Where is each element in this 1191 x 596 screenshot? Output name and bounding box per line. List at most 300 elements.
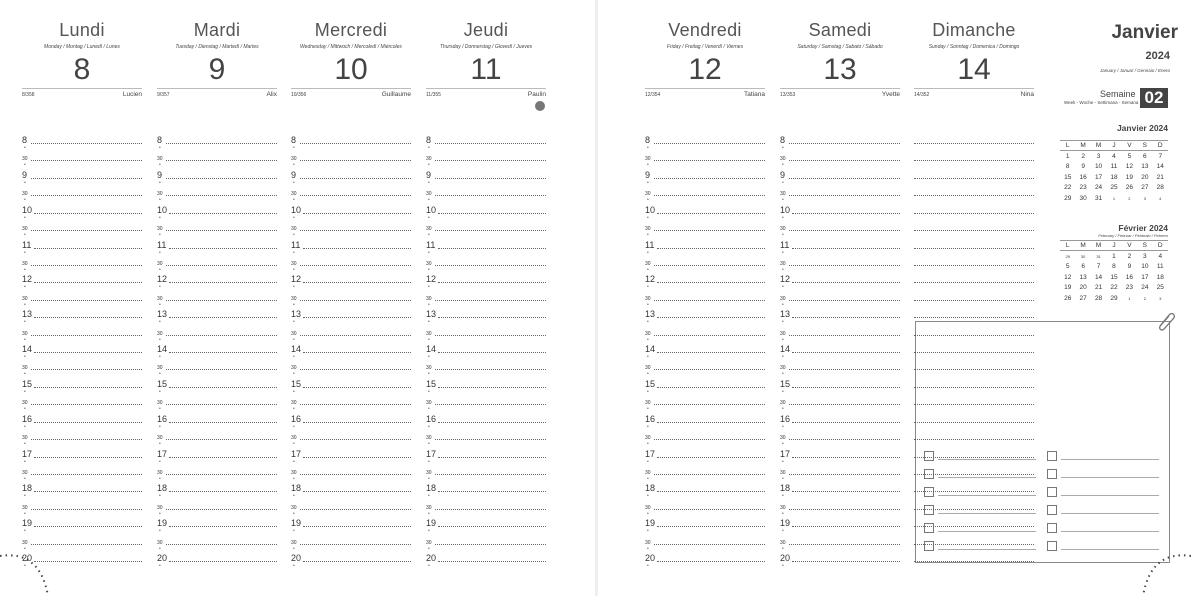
half-hour-row[interactable] [291,220,411,239]
writing-line [654,195,765,196]
hour-row[interactable] [645,516,765,535]
hour-row[interactable] [157,133,277,151]
calendar-day[interactable]: 2 [1127,252,1132,260]
half-hour-row[interactable] [291,464,411,482]
hour-row[interactable] [157,238,277,256]
calendar-day[interactable]: 25 [1110,184,1118,192]
calendar-day[interactable]: 17 [1141,273,1149,281]
half-hour-row[interactable] [22,185,142,204]
half-hour-row[interactable] [780,255,900,273]
hour-row[interactable] [645,203,765,221]
hour-row[interactable] [645,238,765,256]
calendar-day[interactable]: 29 [1110,294,1118,302]
hour-row[interactable] [22,342,142,361]
hour-row[interactable] [645,133,765,151]
hour-row[interactable] [22,412,142,430]
hour-row[interactable] [426,481,546,500]
hour-row[interactable] [157,203,277,221]
hour-row[interactable] [291,272,411,291]
calendar-day[interactable]: 5 [1065,263,1070,271]
half-hour-row[interactable] [914,220,1034,232]
calendar-day[interactable]: 11 [1156,263,1164,271]
calendar-day[interactable]: 15 [1064,173,1072,181]
hour-label: 14 [291,344,302,355]
calendar-day[interactable]: 24 [1094,184,1103,192]
hour-row[interactable] [426,551,546,570]
hour-row[interactable] [426,133,546,151]
checkbox[interactable] [1047,523,1057,533]
half-hour-row[interactable] [157,359,277,378]
hour-row[interactable] [291,447,411,465]
half-hour-row[interactable] [914,394,1034,406]
half-hour-row[interactable] [157,220,277,239]
writing-line [34,491,142,492]
hour-row[interactable] [914,238,1034,250]
half-hour-row[interactable] [157,394,277,413]
half-hour-label: 30 [22,156,28,163]
hour-row[interactable] [914,516,1034,528]
calendar-day[interactable]: 25 [1156,284,1164,292]
hour-row[interactable] [914,168,1034,180]
half-hour-row[interactable] [157,325,277,343]
checkbox-line[interactable] [1061,459,1159,460]
calendar-day[interactable]: 1 [1128,295,1131,301]
half-hour-row[interactable] [22,394,142,413]
hour-row[interactable] [780,203,900,221]
writing-line [914,335,1034,336]
half-hour-row[interactable] [780,290,900,308]
half-hour-row[interactable] [780,464,900,482]
calendar-day[interactable]: 17 [1094,173,1103,181]
hour-row[interactable] [426,168,546,186]
hour-row[interactable] [780,238,900,256]
half-hour-row[interactable] [914,499,1034,511]
calendar-day[interactable]: 20 [1141,173,1149,181]
calendar-day[interactable]: 24 [1141,284,1149,292]
half-hour-row[interactable] [780,429,900,448]
hour-row[interactable] [157,342,277,361]
half-hour-row[interactable] [22,325,142,343]
hour-row[interactable] [645,168,765,186]
hour-row[interactable] [426,342,546,361]
hour-row[interactable] [157,168,277,186]
hour-row[interactable] [914,551,1034,563]
calendar-day[interactable]: 1 [1112,252,1116,260]
hour-row[interactable] [291,551,411,570]
calendar-day[interactable]: 9 [1081,163,1085,171]
hour-row[interactable] [780,133,900,151]
half-hour-row[interactable] [426,220,546,239]
hour-row[interactable] [22,272,142,291]
quarter-mark: • [159,563,161,570]
half-hour-row[interactable] [645,394,765,413]
calendar-day[interactable]: 6 [1081,263,1085,271]
half-hour-row[interactable] [645,534,765,552]
hour-row[interactable] [914,377,1034,389]
half-hour-row[interactable] [645,150,765,169]
hour-row[interactable] [780,307,900,326]
calendar-day[interactable]: 14 [1156,163,1164,171]
calendar-day[interactable]: 3 [1143,195,1146,201]
half-hour-row[interactable] [645,290,765,308]
hour-row[interactable] [645,412,765,430]
calendar-day[interactable]: 2 [1143,295,1146,301]
checkbox-line[interactable] [938,495,1036,496]
checkbox-line[interactable] [938,477,1036,478]
half-hour-row[interactable] [645,325,765,343]
calendar-day[interactable]: 18 [1110,173,1118,181]
hour-row[interactable] [157,412,277,430]
hour-row[interactable] [780,447,900,465]
hour-row[interactable] [291,307,411,326]
half-hour-row[interactable] [22,359,142,378]
half-hour-row[interactable] [914,464,1034,476]
checkbox[interactable] [1047,541,1057,551]
hour-row[interactable] [426,238,546,256]
half-hour-row[interactable] [426,290,546,308]
hour-row[interactable] [645,551,765,570]
half-hour-row[interactable] [291,150,411,169]
saint-name: Lucien [122,91,142,98]
half-hour-row[interactable] [426,499,546,517]
calendar-day[interactable]: 21 [1156,173,1164,181]
quarter-mark: • [24,441,26,448]
hour-row[interactable] [645,272,765,291]
half-hour-row[interactable] [157,290,277,308]
hour-row[interactable] [291,133,411,151]
writing-line [34,422,142,423]
half-hour-row[interactable] [914,534,1034,546]
half-hour-row[interactable] [645,429,765,448]
quarter-mark: • [293,214,295,221]
hour-row[interactable] [22,481,142,500]
half-hour-row[interactable] [426,185,546,204]
half-hour-row[interactable] [780,499,900,517]
hour-row[interactable] [426,412,546,430]
calendar-day[interactable]: 1 [1065,152,1070,160]
hour-label: 15 [291,378,302,389]
calendar-day[interactable]: 12 [1125,163,1134,171]
half-hour-row[interactable] [291,359,411,378]
hour-row[interactable] [914,447,1034,459]
half-hour-row[interactable] [157,429,277,448]
calendar-day[interactable]: 3 [1159,295,1162,301]
writing-line [34,526,142,527]
hour-row[interactable] [645,481,765,500]
calendar-day[interactable]: 13 [1141,163,1149,171]
half-hour-row[interactable] [780,534,900,552]
writing-line [300,195,411,196]
calendar-day[interactable]: 2 [1081,152,1085,160]
hour-row[interactable] [780,342,900,361]
hour-label: 12 [780,274,791,285]
half-hour-row[interactable] [914,325,1034,337]
hour-row[interactable] [914,342,1034,354]
hour-row[interactable] [426,516,546,535]
calendar-day[interactable]: 26 [1125,184,1134,192]
hour-row[interactable] [780,516,900,535]
half-hour-row[interactable] [914,150,1034,162]
half-hour-row[interactable] [426,359,546,378]
hour-label: 19 [291,518,302,529]
checkbox-line[interactable] [1061,513,1159,514]
half-hour-row[interactable] [426,429,546,448]
hour-row[interactable] [291,168,411,186]
writing-line [166,404,277,405]
hour-row[interactable] [157,307,277,326]
half-hour-row[interactable] [291,185,411,204]
half-hour-row[interactable] [780,220,900,239]
calendar-day[interactable]: 11 [1110,163,1118,171]
hour-row[interactable] [426,377,546,395]
half-hour-row[interactable] [291,255,411,273]
hour-row[interactable] [22,551,142,570]
hour-row[interactable] [780,551,900,570]
hour-row[interactable] [157,447,277,465]
week-row [1060,183,1168,194]
calendar-day[interactable]: 23 [1125,284,1134,292]
half-hour-row[interactable] [914,359,1034,371]
half-hour-row[interactable] [291,429,411,448]
half-hour-row[interactable] [22,534,142,552]
calendar-day[interactable]: 30 [1079,194,1087,202]
quarter-mark: • [159,162,161,169]
hour-row[interactable] [914,481,1034,493]
hour-row[interactable] [291,481,411,500]
calendar-day[interactable]: 22 [1064,184,1072,192]
calendar-day[interactable]: 29 [1065,253,1070,259]
calendar-day[interactable]: 31 [1094,194,1103,202]
quarter-mark: • [647,232,649,239]
half-hour-row[interactable] [22,499,142,517]
checkbox-line[interactable] [938,513,1036,514]
hour-label: 14 [157,344,168,355]
calendar-day[interactable]: 29 [1064,194,1072,202]
hour-row[interactable] [157,272,277,291]
half-hour-row[interactable] [426,150,546,169]
half-hour-row[interactable] [780,185,900,204]
half-hour-row[interactable] [780,325,900,343]
calendar-day[interactable]: 1 [1112,195,1116,201]
hour-row[interactable] [780,377,900,395]
half-hour-row[interactable] [426,394,546,413]
half-hour-row[interactable] [780,394,900,413]
hour-row[interactable] [157,377,277,395]
calendar-day[interactable]: 16 [1125,273,1134,281]
header-rule [22,88,142,89]
half-hour-row[interactable] [426,325,546,343]
checkbox-line[interactable] [938,459,1036,460]
hour-row[interactable] [22,238,142,256]
half-hour-row[interactable] [157,534,277,552]
calendar-day[interactable]: 2 [1128,195,1131,201]
half-hour-label: 30 [780,156,786,163]
hour-row[interactable] [22,447,142,465]
checkbox[interactable] [1047,469,1057,479]
hour-row[interactable] [426,203,546,221]
hour-label: 20 [22,553,33,564]
half-hour-row[interactable] [157,255,277,273]
half-hour-row[interactable] [22,255,142,273]
calendar-day[interactable]: 15 [1110,273,1118,281]
hour-row[interactable] [780,412,900,430]
hour-row[interactable] [914,203,1034,215]
calendar-day[interactable]: 14 [1094,273,1103,281]
hour-row[interactable] [426,447,546,465]
calendar-day[interactable]: 8 [1112,263,1116,271]
half-hour-row[interactable] [291,534,411,552]
calendar-day[interactable]: 12 [1064,273,1072,281]
half-hour-row[interactable] [914,290,1034,302]
calendar-day[interactable]: 6 [1143,152,1147,160]
hour-row[interactable] [914,272,1034,284]
writing-line [435,544,546,545]
half-hour-row[interactable] [157,464,277,482]
half-hour-row[interactable] [157,185,277,204]
half-hour-row[interactable] [426,464,546,482]
quarter-mark: • [428,458,430,465]
hour-row[interactable] [22,203,142,221]
calendar-day[interactable]: 13 [1079,273,1087,281]
day-name: Vendredi [668,20,742,40]
hour-row[interactable] [291,238,411,256]
calendar-day[interactable]: 26 [1064,294,1072,302]
half-hour-row[interactable] [22,150,142,169]
hour-row[interactable] [157,551,277,570]
checkbox-line[interactable] [1061,531,1159,532]
calendar-day[interactable]: 27 [1141,184,1149,192]
hour-row[interactable] [291,203,411,221]
hour-row[interactable] [291,342,411,361]
half-hour-row[interactable] [22,220,142,239]
hour-row[interactable] [645,342,765,361]
calendar-day[interactable]: 4 [1112,152,1116,160]
half-hour-row[interactable] [645,220,765,239]
hour-row[interactable] [22,307,142,326]
writing-line [438,422,546,423]
hour-row[interactable] [22,516,142,535]
calendar-day[interactable]: 20 [1079,284,1087,292]
half-hour-row[interactable] [291,394,411,413]
checkbox-line[interactable] [1061,495,1159,496]
calendar-day[interactable]: 30 [1080,253,1086,259]
calendar-day[interactable]: 19 [1125,173,1134,181]
calendar-day[interactable]: 28 [1094,294,1103,302]
hour-row[interactable] [914,307,1034,319]
calendar-day[interactable]: 23 [1079,184,1087,192]
hour-row[interactable] [914,412,1034,424]
half-hour-row[interactable] [157,150,277,169]
hour-label: 17 [645,448,656,459]
hour-row[interactable] [780,168,900,186]
hour-row[interactable] [645,307,765,326]
checkbox[interactable] [1047,451,1057,461]
hour-label: 8 [291,135,297,145]
hour-row[interactable] [291,516,411,535]
half-hour-row[interactable] [645,359,765,378]
calendar-day[interactable]: 10 [1141,263,1149,271]
half-hour-row[interactable] [914,429,1034,441]
hour-row[interactable] [914,133,1034,145]
quarter-mark: • [782,545,784,552]
calendar-day[interactable]: 3 [1143,252,1147,260]
half-hour-row[interactable] [22,464,142,482]
calendar-day[interactable]: 8 [1065,163,1070,171]
hour-row[interactable] [291,377,411,395]
checkbox-line[interactable] [938,549,1036,550]
hour-row[interactable] [157,516,277,535]
calendar-day[interactable]: 16 [1079,173,1087,181]
hour-label: 12 [22,274,33,285]
calendar-day[interactable]: 27 [1079,294,1087,302]
calendar-day[interactable]: 5 [1127,152,1132,160]
checkbox[interactable] [1047,505,1057,515]
half-hour-row[interactable] [645,464,765,482]
half-hour-row[interactable] [291,325,411,343]
half-hour-row[interactable] [914,255,1034,267]
hour-row[interactable] [780,272,900,291]
half-hour-row[interactable] [914,185,1034,197]
hour-row[interactable] [645,447,765,465]
weekday-label: J [1106,241,1121,251]
half-hour-label: 30 [291,365,297,372]
half-hour-row[interactable] [645,499,765,517]
calendar-day[interactable]: 22 [1110,284,1118,292]
writing-line [34,387,142,388]
half-hour-row[interactable] [780,359,900,378]
calendar-day[interactable]: 7 [1158,152,1163,160]
weekday-label: L [1060,141,1075,151]
hour-row[interactable] [157,481,277,500]
half-hour-row[interactable] [291,290,411,308]
checkbox-line[interactable] [938,531,1036,532]
calendar-day[interactable]: 18 [1156,273,1164,281]
calendar-day[interactable]: 9 [1127,263,1132,271]
writing-line [792,457,900,458]
calendar-day[interactable]: 7 [1096,263,1101,271]
half-hour-row[interactable] [157,499,277,517]
calendar-day[interactable]: 3 [1096,152,1101,160]
hour-row[interactable] [22,133,142,151]
calendar-day[interactable]: 21 [1094,284,1103,292]
calendar-day[interactable]: 4 [1159,195,1162,201]
half-hour-row[interactable] [22,429,142,448]
half-hour-row[interactable] [645,185,765,204]
checkbox-line[interactable] [1061,477,1159,478]
hour-row[interactable] [645,377,765,395]
half-hour-row[interactable] [291,499,411,517]
half-hour-row[interactable] [426,534,546,552]
half-hour-row[interactable] [645,255,765,273]
hour-row[interactable] [426,272,546,291]
writing-line [435,404,546,405]
calendar-day[interactable]: 19 [1064,284,1072,292]
hour-row[interactable] [291,412,411,430]
hour-row[interactable] [22,168,142,186]
calendar-day[interactable]: 4 [1158,252,1163,260]
half-hour-row[interactable] [22,290,142,308]
half-hour-row[interactable] [426,255,546,273]
hour-row[interactable] [426,307,546,326]
half-hour-label: 30 [426,226,432,233]
hour-row[interactable] [780,481,900,500]
calendar-day[interactable]: 10 [1094,163,1103,171]
hour-row[interactable] [22,377,142,395]
checkbox[interactable] [1047,487,1057,497]
calendar-day[interactable]: 28 [1156,184,1164,192]
half-hour-row[interactable] [780,150,900,169]
calendar-day[interactable]: 31 [1096,253,1101,259]
